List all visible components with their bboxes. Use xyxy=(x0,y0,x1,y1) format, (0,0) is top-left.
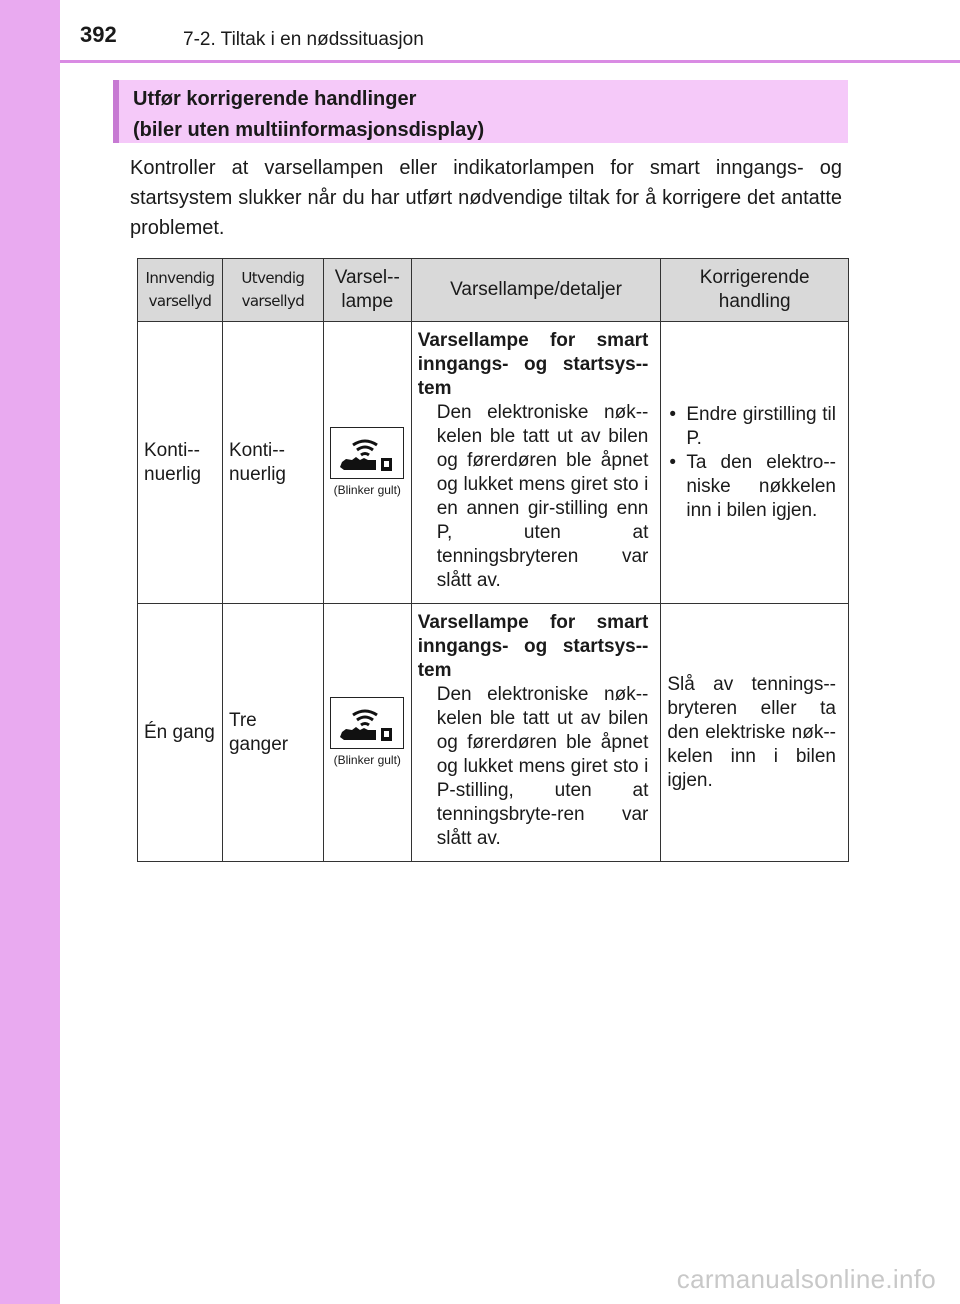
header-internal-buzzer: Innvendig varsellyd xyxy=(138,259,223,322)
header-external-buzzer: Utvendig varsellyd xyxy=(222,259,323,322)
action-cell xyxy=(661,322,849,604)
warning-table xyxy=(137,258,849,862)
header-divider xyxy=(60,60,960,63)
table-header-row xyxy=(138,259,849,322)
list-item: • Endre girstilling til P. xyxy=(667,403,836,451)
header-warning-light: Varsel-lampe xyxy=(323,259,411,322)
section-title: 7-2. Tiltak i en nødssituasjon xyxy=(183,29,424,50)
table-row xyxy=(138,604,849,862)
detail-cell xyxy=(411,322,661,604)
detail-text: Den elektroniske nøk-kelen ble tatt ut av bilen og førerdøren ble åpnet og lukket mens giret sto i en annen gir-stilling enn P, uten at tenningsbryteren var slått av. xyxy=(436,402,649,591)
intro-paragraph: Kontroller at varsellampen eller indikatorlampen for smart inngangs- og startsystem slukker når du har utført nødvendige tiltak for å korrigere det antatte problemet. xyxy=(130,157,842,239)
list-item: • Ta den elektro-niske nøkkelen inn i bilen igjen. xyxy=(667,451,836,523)
page-number: 392 xyxy=(80,22,117,47)
detail-text: Den elektroniske nøk-kelen ble tatt ut av bilen og førerdøren ble åpnet og lukket mens giret sto i P-stilling, uten at tenningsbryte-ren var slått av. xyxy=(436,684,649,849)
action-cell xyxy=(661,604,849,862)
heading-line-1: Utfør korrigerende handlinger xyxy=(133,88,417,110)
page-side-tab xyxy=(0,0,60,1304)
lamp-caption: (Blinker gult) xyxy=(333,483,401,497)
warning-light-cell xyxy=(323,604,411,862)
detail-title: Varsellampe for smart inngangs- og startsys-tem xyxy=(417,330,649,399)
warning-light-cell xyxy=(323,322,411,604)
heading-line-2: (biler uten multiinformasjonsdisplay) xyxy=(133,119,485,141)
internal-buzzer-cell: Konti-nuerlig xyxy=(138,322,223,604)
detail-cell xyxy=(411,604,661,862)
external-buzzer-cell: Tre ganger xyxy=(222,604,323,862)
internal-buzzer-cell: Én gang xyxy=(138,604,223,862)
smart-key-warning-icon xyxy=(330,697,404,749)
external-buzzer-cell: Konti-nuerlig xyxy=(222,322,323,604)
action-text: Slå av tennings-bryteren eller ta den elektriske nøk-kelen inn i bilen igjen. xyxy=(667,673,836,791)
header-corrective-action: Korrigerende handling xyxy=(661,259,849,322)
smart-key-warning-icon xyxy=(330,427,404,479)
lamp-caption: (Blinker gult) xyxy=(333,753,401,767)
subsection-heading xyxy=(113,80,848,143)
action-list xyxy=(667,403,836,523)
watermark: carmanualsonline.info xyxy=(676,1264,936,1294)
detail-title: Varsellampe for smart inngangs- og startsys-tem xyxy=(417,612,649,681)
header-details: Varsellampe/detaljer xyxy=(411,259,661,322)
table-row xyxy=(138,322,849,604)
